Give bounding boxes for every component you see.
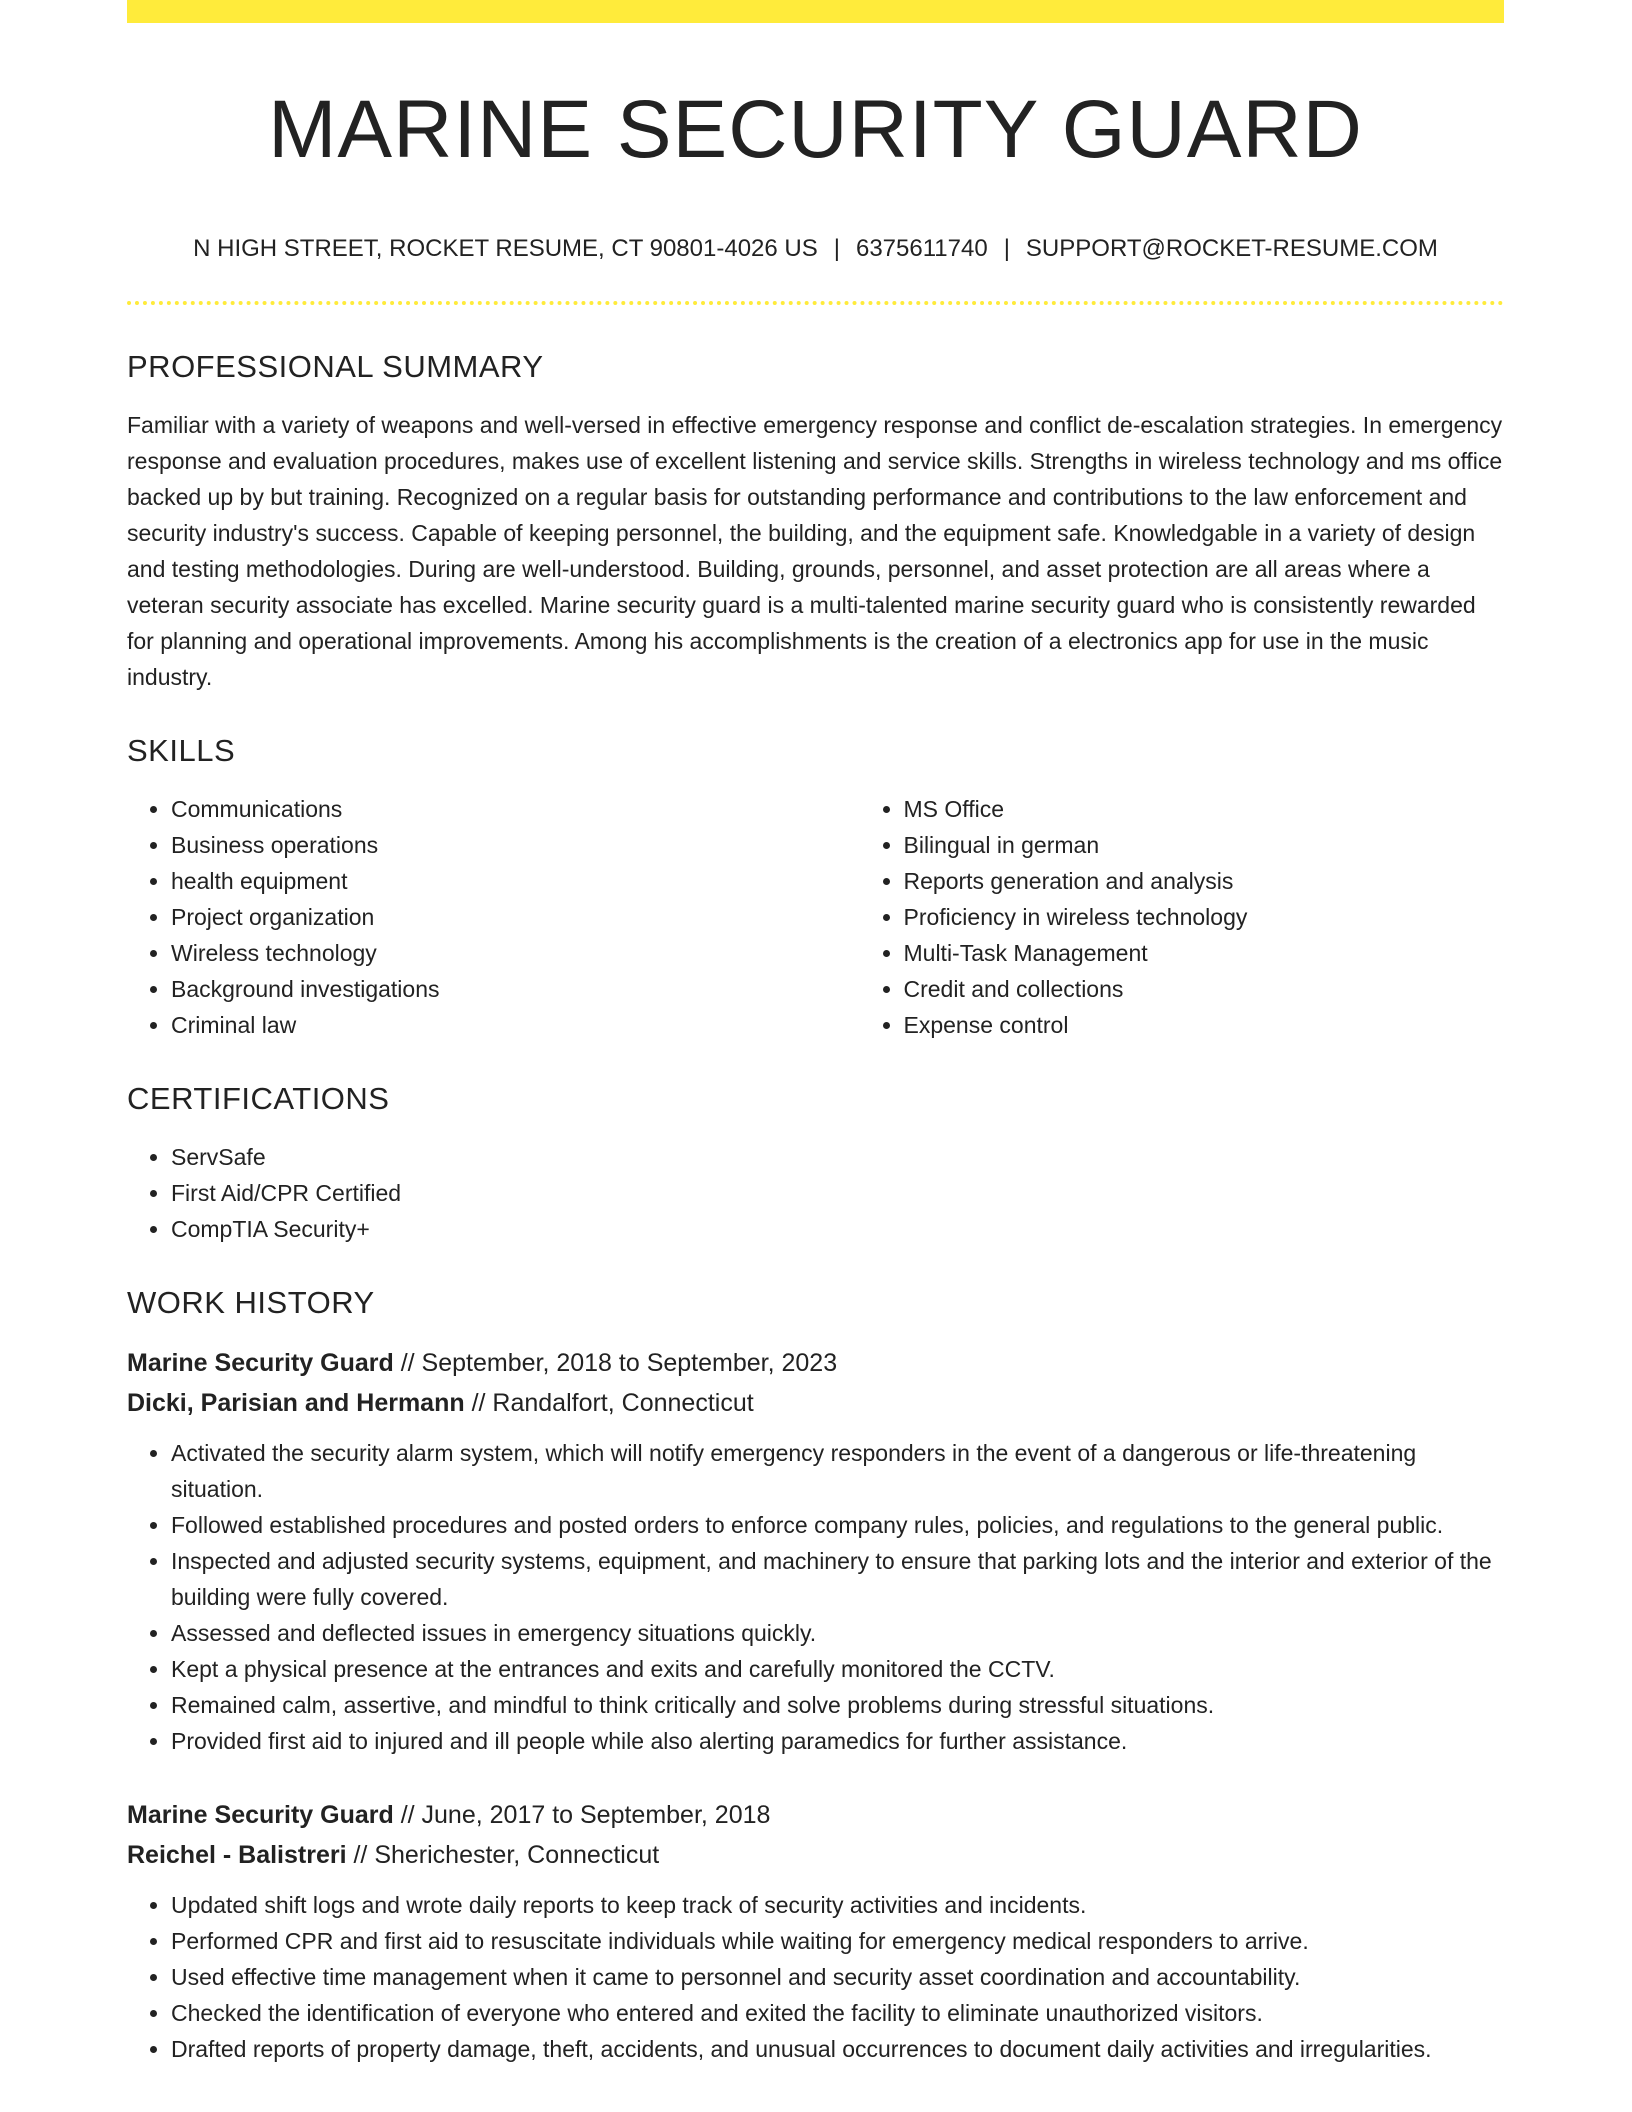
certifications-list	[127, 1139, 1504, 1247]
job-bullets	[127, 1887, 1504, 2067]
job-bullet: • Inspected and adjusted security systems, equipment, and machinery to ensure that parking lots and the interior and exterior of the building were fully covered.	[171, 1543, 1504, 1615]
job-company-line	[127, 1383, 1504, 1423]
skills-column-left	[127, 791, 860, 1043]
skill-item: • Expense control	[904, 1007, 1593, 1043]
job-location: // Randalfort, Connecticut	[464, 1389, 754, 1418]
contact-phone: 6375611740	[855, 235, 988, 263]
job-bullet: • Used effective time management when it came to personnel and security asset coordination and accountability.	[171, 1959, 1504, 1995]
skills-list	[127, 791, 1504, 1043]
certification-item: • First Aid/CPR Certified	[171, 1175, 1504, 1211]
job-bullet: • Performed CPR and first aid to resuscitate individuals while waiting for emergency medical responders to arrive.	[171, 1923, 1504, 1959]
skill-item: • Multi-Task Management	[904, 935, 1593, 971]
job-company: Dicki, Parisian and Hermann	[127, 1389, 465, 1418]
contact-separator: |	[833, 235, 840, 263]
job-bullet: • Drafted reports of property damage, theft, accidents, and unusual occurrences to document daily activities and irregularities.	[171, 2031, 1504, 2067]
skill-item: • Background investigations	[171, 971, 860, 1007]
skill-item: • Credit and collections	[904, 971, 1593, 1007]
skills-column-right	[860, 791, 1593, 1043]
skill-item: • Project organization	[171, 899, 860, 935]
job-bullet: • Activated the security alarm system, which will notify emergency responders in the event of a dangerous or life-threatening situation.	[171, 1435, 1504, 1507]
accent-bar	[127, 0, 1504, 23]
skill-item: • Proficiency in wireless technology	[904, 899, 1593, 935]
resume-page	[127, 0, 1504, 2067]
skill-item: • Business operations	[171, 827, 860, 863]
summary-heading: PROFESSIONAL SUMMARY	[127, 349, 544, 385]
summary-text: Familiar with a variety of weapons and well-versed in effective emergency response and conflict de-escalation strategies. In emergency response and evaluation procedures, makes use of excellent listening and service skills. Strengths in wireless technology and ms office backed up by but training. Recognized on a regular basis for outstanding performance and contributions to the law enforcement and security industry's success. Capable of keeping personnel, the building, and the equipment safe. Knowledgable in a variety of design and testing methodologies. During are well-understood. Building, grounds, personnel, and asset protection are all areas where a veteran security associate has excelled. Marine security guard is a multi-talented marine security guard who is consistently rewarded for planning and operational improvements. Among his accomplishments is the creation of a electronics app for use in the music industry.	[127, 412, 1503, 691]
job-bullet: • Kept a physical presence at the entrances and exits and carefully monitored the CCTV.	[171, 1651, 1504, 1687]
job-bullet: • Updated shift logs and wrote daily reports to keep track of security activities and incidents.	[171, 1887, 1504, 1923]
resume-name: MARINE SECURITY GUARD	[268, 84, 1363, 175]
job-title-line	[127, 1795, 1504, 1835]
work-history-heading: WORK HISTORY	[127, 1285, 375, 1321]
job-bullet: • Remained calm, assertive, and mindful to think critically and solve problems during stressful situations.	[171, 1687, 1504, 1723]
certification-item: • ServSafe	[171, 1139, 1504, 1175]
skill-item: • Wireless technology	[171, 935, 860, 971]
certification-item: • CompTIA Security+	[171, 1211, 1504, 1247]
skill-item: • health equipment	[171, 863, 860, 899]
job-entry	[127, 1343, 1504, 1759]
skill-item: • MS Office	[904, 791, 1593, 827]
contact-email: SUPPORT@ROCKET-RESUME.COM	[1025, 235, 1438, 263]
job-bullets	[127, 1435, 1504, 1759]
contact-address: N HIGH STREET, ROCKET RESUME, CT 90801-4026 US	[193, 235, 818, 263]
job-entry	[127, 1795, 1504, 2067]
skill-item: • Reports generation and analysis	[904, 863, 1593, 899]
job-company-line	[127, 1835, 1504, 1875]
skill-item: • Bilingual in german	[904, 827, 1593, 863]
job-role: Marine Security Guard	[127, 1801, 394, 1830]
job-dates: // September, 2018 to September, 2023	[393, 1349, 838, 1378]
job-bullet: • Assessed and deflected issues in emergency situations quickly.	[171, 1615, 1504, 1651]
header-divider	[127, 301, 1504, 305]
skill-item: • Communications	[171, 791, 860, 827]
job-company: Reichel - Balistreri	[127, 1841, 347, 1870]
job-bullet: • Provided first aid to injured and ill people while also alerting paramedics for further assistance.	[171, 1723, 1504, 1759]
job-title-line	[127, 1343, 1504, 1383]
job-bullet: • Checked the identification of everyone who entered and exited the facility to eliminate unauthorized visitors.	[171, 1995, 1504, 2031]
certifications-heading: CERTIFICATIONS	[127, 1081, 390, 1117]
job-bullet: • Followed established procedures and posted orders to enforce company rules, policies, and regulations to the general public.	[171, 1507, 1504, 1543]
skills-heading: SKILLS	[127, 733, 236, 769]
job-location: // Sherichester, Connecticut	[346, 1841, 660, 1870]
job-role: Marine Security Guard	[127, 1349, 394, 1378]
skill-item: • Criminal law	[171, 1007, 860, 1043]
job-dates: // June, 2017 to September, 2018	[393, 1801, 771, 1830]
contact-separator: |	[1003, 235, 1010, 263]
contact-line	[127, 235, 1504, 263]
